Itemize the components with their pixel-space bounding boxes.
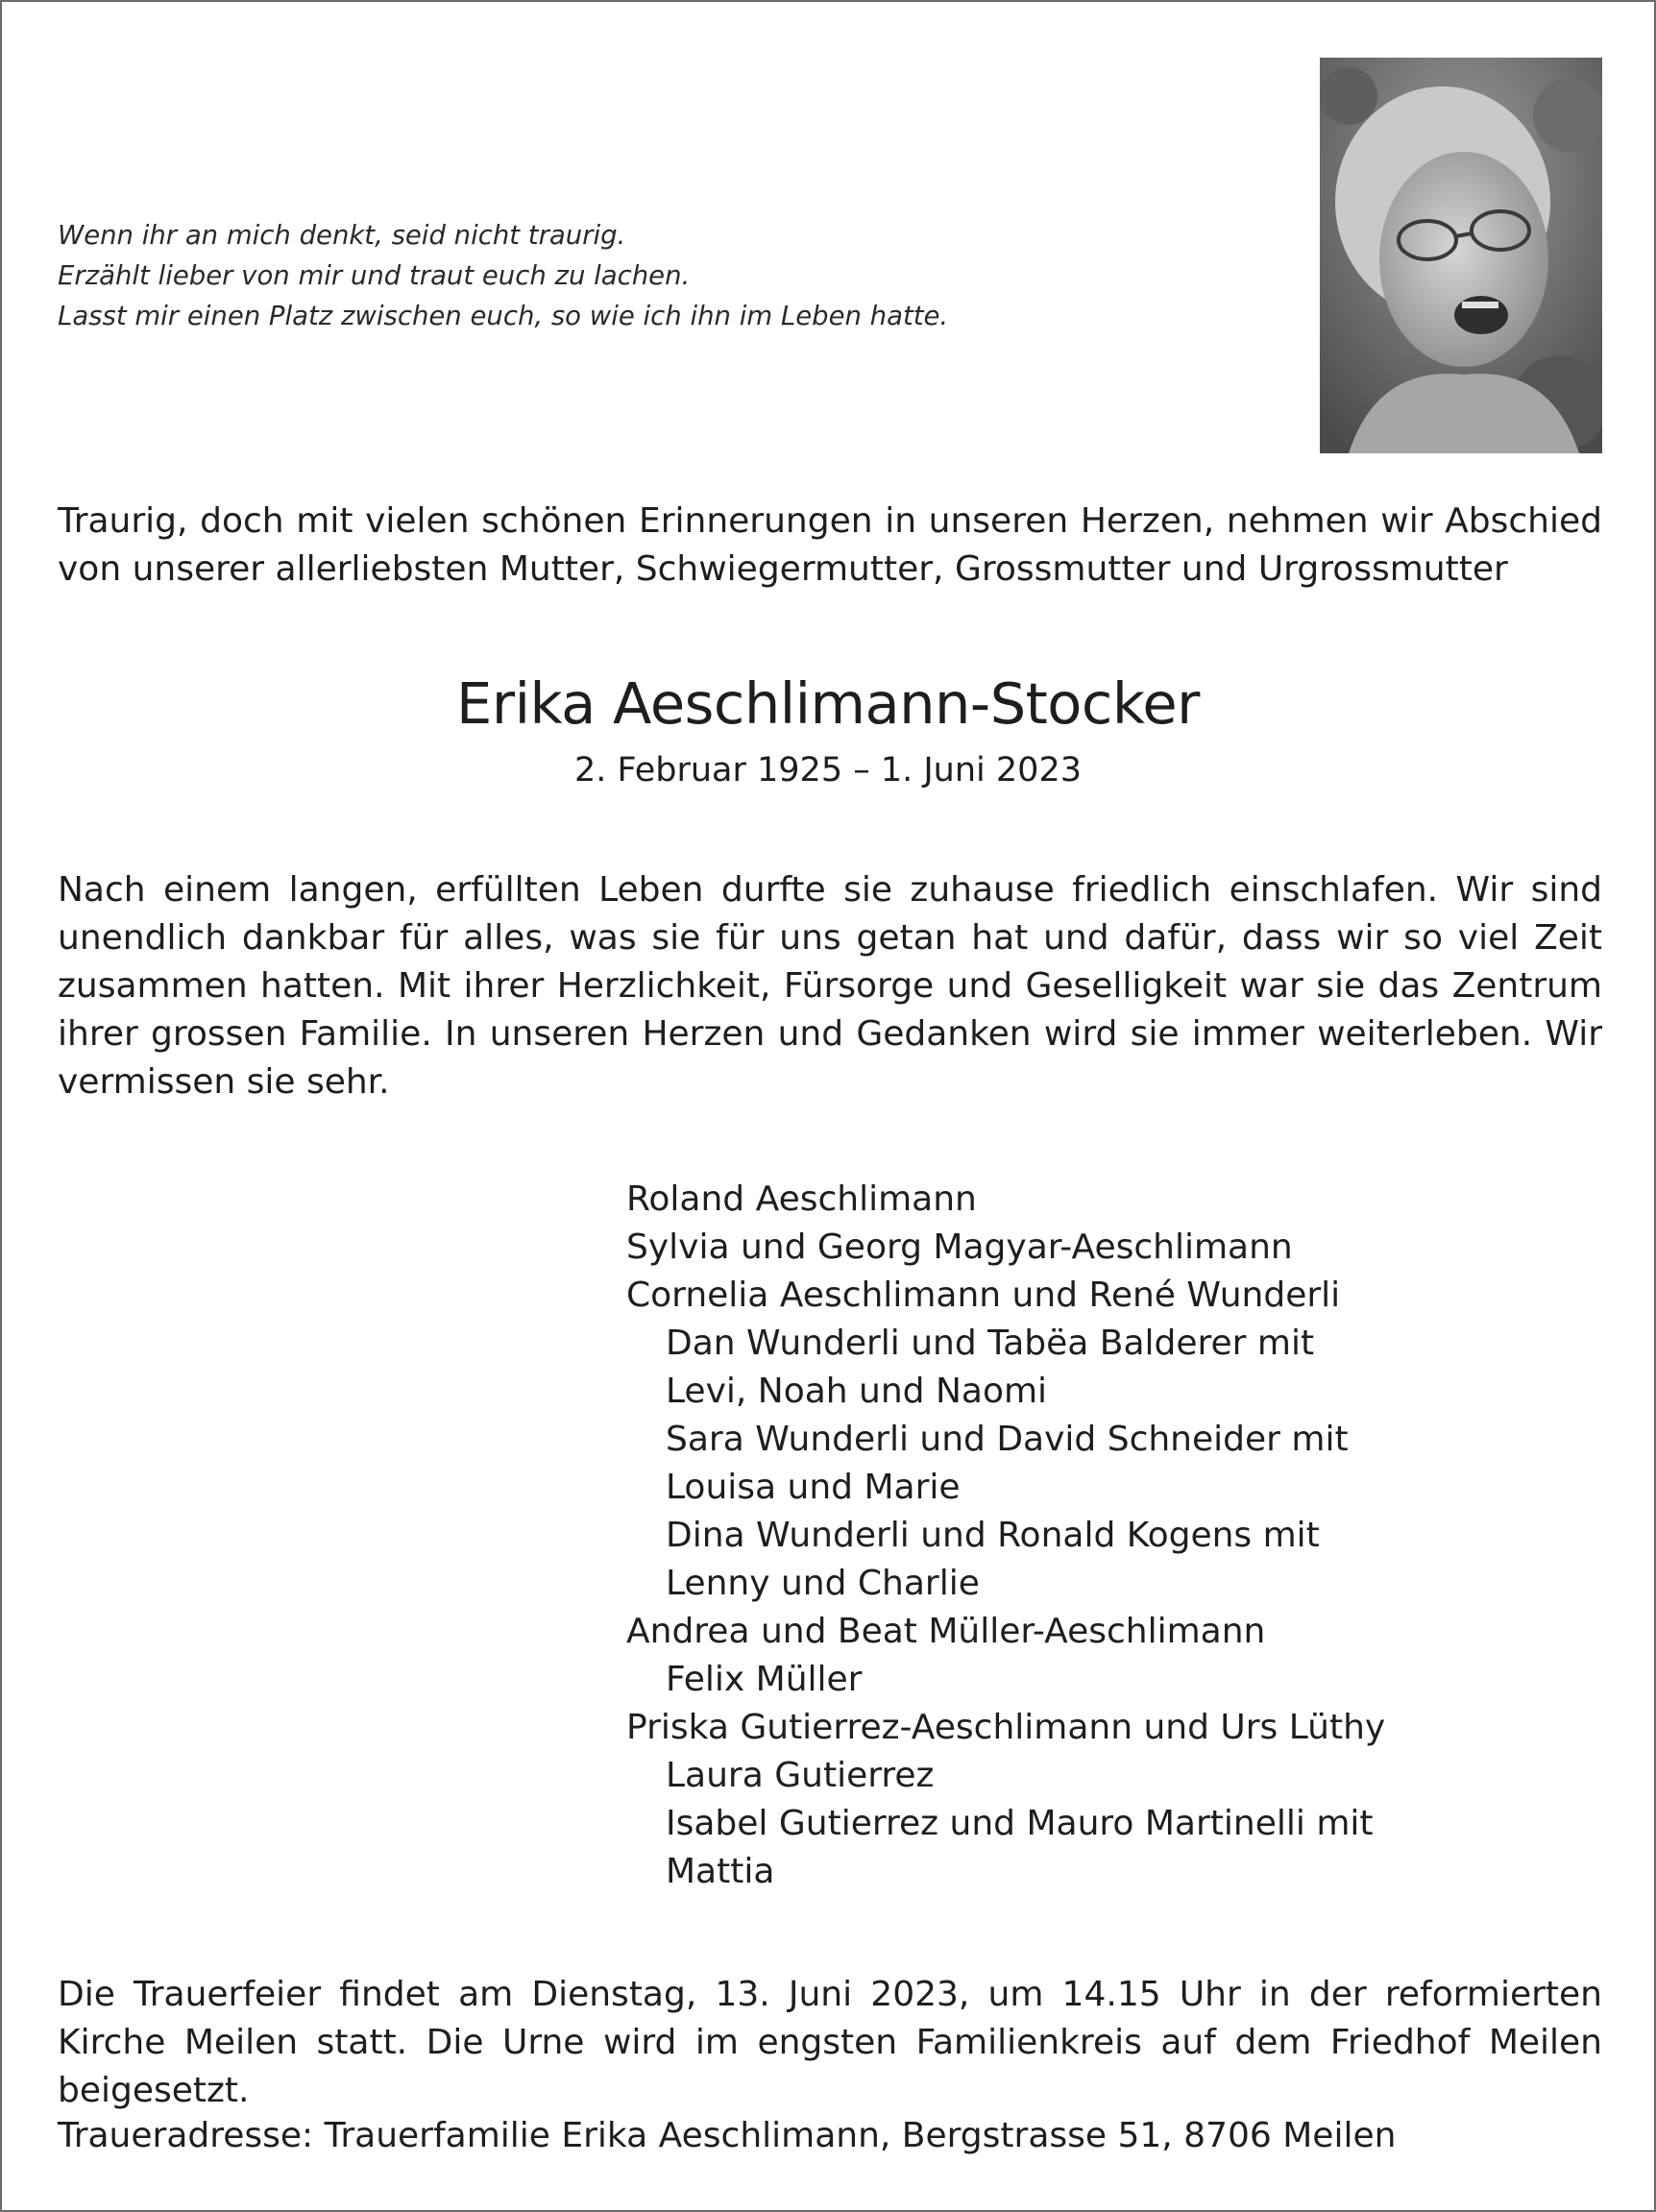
memorial-quote xyxy=(58,215,948,336)
mourner-line: Mattia xyxy=(666,1852,775,1891)
mourner-line: Sylvia und Georg Magyar-Aeschlimann xyxy=(626,1228,1293,1267)
quote-line: Lasst mir einen Platz zwischen euch, so wie ich ihn im Leben hatte. xyxy=(58,301,949,331)
quote-line: Erzählt lieber von mir und traut euch zu lachen. xyxy=(58,260,691,291)
ceremony-info: Die Trauerfeier findet am Dienstag, 13. Juni 2023, um 14.15 Uhr in der reformierten Kirche Meilen statt. Die Urne wird im engsten Familienkreis auf dem Friedhof Meilen beigesetzt. xyxy=(58,1975,1602,2110)
mourner-line: Lenny und Charlie xyxy=(666,1564,980,1603)
life-dates: 2. Februar 1925 – 1. Juni 2023 xyxy=(574,751,1082,790)
mourner-line: Louisa und Marie xyxy=(666,1468,961,1507)
mourner-line: Levi, Noah und Naomi xyxy=(666,1372,1048,1411)
mourner-line: Sara Wunderli und David Schneider mit xyxy=(666,1420,1349,1459)
deceased-name: Erika Aeschlimann-Stocker xyxy=(456,670,1200,737)
mourner-line: Dina Wunderli und Ronald Kogens mit xyxy=(666,1516,1320,1555)
mourner-line: Andrea und Beat Müller-Aeschlimann xyxy=(626,1612,1266,1651)
portrait-photo xyxy=(1320,58,1602,453)
mourner-line: Cornelia Aeschlimann und René Wunderli xyxy=(626,1276,1341,1315)
mourner-line: Priska Gutierrez-Aeschlimann und Urs Lüthy xyxy=(626,1708,1386,1747)
farewell-text: Nach einem langen, erfüllten Leben durfte sie zuhause friedlich einschlafen. Wir sind unendlich dankbar für alles, was sie für uns getan hat und dafür, dass wir so viel Zeit zusammen hatten. Mit ihrer Herzlichkeit, Fürsorge und Geselligkeit war sie das Zentrum ihrer grossen Familie. In unseren Herzen und Gedanken wird sie immer weiterleben. Wir vermissen sie sehr. xyxy=(58,870,1602,1102)
mourner-line: Laura Gutierrez xyxy=(666,1756,935,1795)
mourner-line: Isabel Gutierrez und Mauro Martinelli mit xyxy=(666,1804,1374,1843)
mourners-list xyxy=(626,1176,1385,1896)
quote-line: Wenn ihr an mich denkt, seid nicht traurig. xyxy=(58,220,626,251)
mourning-address: Traueradresse: Trauerfamilie Erika Aeschlimann, Bergstrasse 51, 8706 Meilen xyxy=(58,2116,1397,2155)
mourner-line: Roland Aeschlimann xyxy=(626,1179,977,1219)
mourner-line: Dan Wunderli und Tabëa Balderer mit xyxy=(666,1324,1315,1363)
intro-text: Traurig, doch mit vielen schönen Erinnerungen in unseren Herzen, nehmen wir Abschied von unserer allerliebsten Mutter, Schwiegermutter, Grossmutter und Urgrossmutter xyxy=(58,501,1602,589)
mourner-line: Felix Müller xyxy=(666,1660,863,1699)
